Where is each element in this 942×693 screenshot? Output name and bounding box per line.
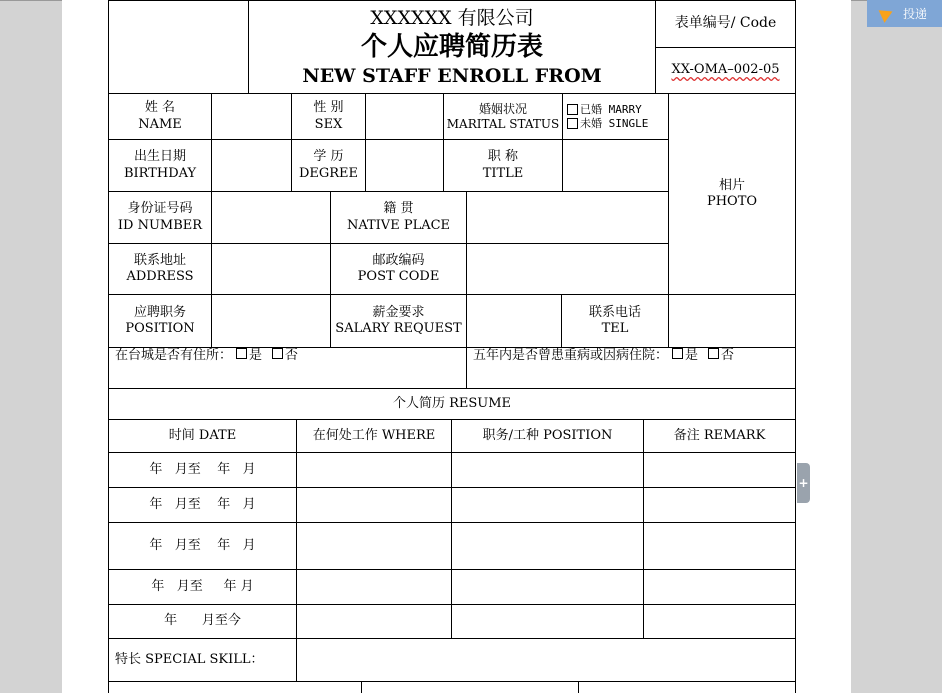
position-value[interactable] xyxy=(211,294,331,348)
native-place-label: 籍 贯 NATIVE PLACE xyxy=(330,191,467,244)
sex-label: 性 别 SEX xyxy=(291,93,366,140)
resume-row-3-date: 年 月至 年 月 xyxy=(108,522,297,570)
submit-tab-label: 投递 xyxy=(903,7,928,21)
code-value-cell xyxy=(655,47,796,94)
illness-yes-checkbox[interactable] xyxy=(672,348,683,359)
post-code-value[interactable] xyxy=(466,243,669,295)
resume-row-1-position[interactable] xyxy=(451,452,644,488)
degree-label: 学 历 DEGREE xyxy=(291,139,366,192)
next-row-cell-2 xyxy=(361,681,579,693)
resume-row-4-date: 年 月至 年 月 xyxy=(108,569,297,605)
special-skill-value[interactable] xyxy=(296,638,796,682)
paper-plane-icon xyxy=(879,5,896,23)
position-label: 应聘职务 POSITION xyxy=(108,294,212,348)
resume-heading: 个人简历 RESUME xyxy=(108,388,796,420)
submit-tab[interactable] xyxy=(867,0,942,27)
name-label: 姓 名 NAME xyxy=(108,93,212,140)
married-option[interactable]: 已婚 MARRY xyxy=(563,103,642,117)
resume-col-remark: 备注 REMARK xyxy=(643,419,796,453)
address-value[interactable] xyxy=(211,243,331,295)
logo-cell xyxy=(108,0,249,94)
resume-col-date: 时间 DATE xyxy=(108,419,297,453)
marital-label: 婚姻状况 MARITAL STATUS xyxy=(443,93,563,140)
photo-cell: 相片 PHOTO xyxy=(668,93,796,295)
resume-row-3-remark[interactable] xyxy=(643,522,796,570)
resume-col-where: 在何处工作 WHERE xyxy=(296,419,452,453)
expand-handle-plus-icon[interactable]: + xyxy=(797,463,810,503)
salary-value[interactable] xyxy=(466,294,562,348)
title-english: NEW STAFF ENROLL FROM xyxy=(302,65,602,87)
resume-row-2-position[interactable] xyxy=(451,487,644,523)
address-label: 联系地址 ADDRESS xyxy=(108,243,212,295)
title-chinese: 个人应聘简历表 xyxy=(360,32,543,62)
resume-row-5-remark[interactable] xyxy=(643,604,796,639)
salary-label: 薪金要求 SALARY REQUEST xyxy=(330,294,467,348)
resume-row-1-remark[interactable] xyxy=(643,452,796,488)
resume-row-5-where[interactable] xyxy=(296,604,452,639)
form-title-block xyxy=(248,0,656,94)
resume-row-2-date: 年 月至 年 月 xyxy=(108,487,297,523)
resume-row-5-date: 年 月至今 xyxy=(108,604,297,639)
id-number-label: 身份证号码 ID NUMBER xyxy=(108,191,212,244)
residence-yes-checkbox[interactable] xyxy=(236,348,247,359)
residence-no-checkbox[interactable] xyxy=(272,348,283,359)
married-checkbox[interactable] xyxy=(567,104,578,115)
document-page xyxy=(62,0,851,693)
resume-row-4-where[interactable] xyxy=(296,569,452,605)
enroll-form xyxy=(108,0,796,693)
id-number-value[interactable] xyxy=(211,191,331,244)
code-label-cell xyxy=(655,0,796,48)
next-row-cell-1 xyxy=(108,681,362,693)
resume-col-position: 职务/工种 POSITION xyxy=(451,419,644,453)
single-checkbox[interactable] xyxy=(567,118,578,129)
tel-value[interactable] xyxy=(668,294,796,348)
resume-row-2-remark[interactable] xyxy=(643,487,796,523)
resume-row-5-position[interactable] xyxy=(451,604,644,639)
next-row-cell-3 xyxy=(578,681,796,693)
resume-row-4-position[interactable] xyxy=(451,569,644,605)
marital-options xyxy=(562,93,669,140)
post-code-label: 邮政编码 POST CODE xyxy=(330,243,467,295)
residence-question: 在台城是否有住所： 是 否 xyxy=(108,347,467,389)
resume-row-3-where[interactable] xyxy=(296,522,452,570)
degree-value[interactable] xyxy=(365,139,444,192)
illness-no-checkbox[interactable] xyxy=(708,348,719,359)
code-value: XX-OMA–002-05 xyxy=(671,62,780,78)
code-label: 表单编号/ Code xyxy=(674,15,777,32)
name-value[interactable] xyxy=(211,93,292,140)
title-value[interactable] xyxy=(562,139,669,192)
native-place-value[interactable] xyxy=(466,191,669,244)
sex-value[interactable] xyxy=(365,93,444,140)
company-name: XXXXXX 有限公司 xyxy=(370,7,534,29)
resume-row-4-remark[interactable] xyxy=(643,569,796,605)
tel-label: 联系电话 TEL xyxy=(561,294,669,348)
birthday-label: 出生日期 BIRTHDAY xyxy=(108,139,212,192)
birthday-value[interactable] xyxy=(211,139,292,192)
resume-row-2-where[interactable] xyxy=(296,487,452,523)
special-skill-label: 特长 SPECIAL SKILL： xyxy=(108,638,297,682)
illness-question: 五年内是否曾患重病或因病住院： 是 否 xyxy=(466,347,796,389)
resume-row-3-position[interactable] xyxy=(451,522,644,570)
resume-row-1-where[interactable] xyxy=(296,452,452,488)
single-option[interactable]: 未婚 SINGLE xyxy=(563,117,648,131)
title-label: 职 称 TITLE xyxy=(443,139,563,192)
resume-row-1-date: 年 月至 年 月 xyxy=(108,452,297,488)
